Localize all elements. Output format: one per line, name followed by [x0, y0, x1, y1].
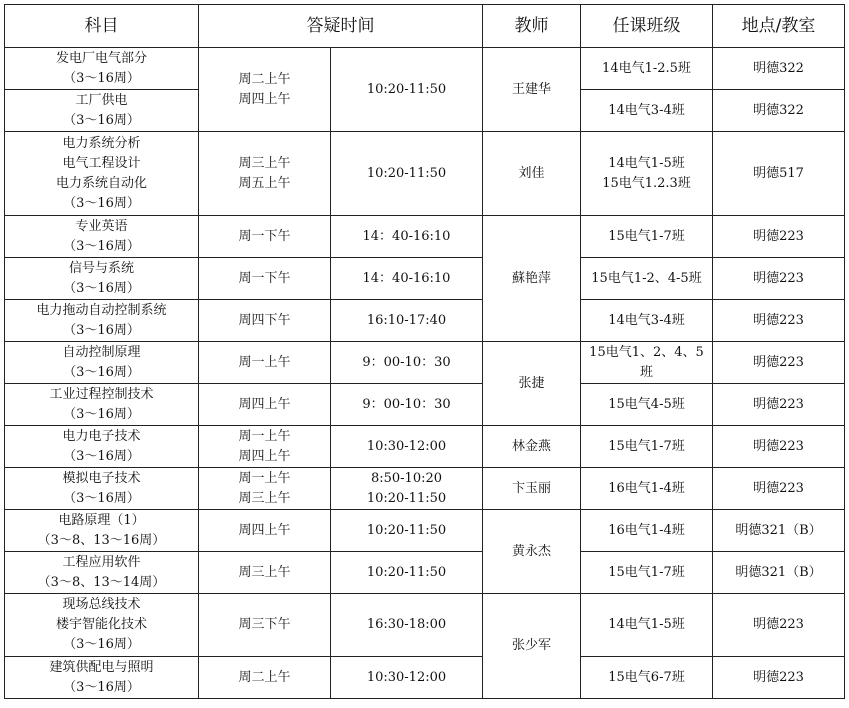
teacher-cell: 黄永杰: [483, 510, 581, 594]
time-cell: 10:20-11:50: [331, 552, 483, 594]
subject-cell: 工业过程控制技术 （3～16周）: [5, 384, 199, 426]
class-cell: 14电气1-2.5班: [581, 48, 713, 90]
subject-cell: 工程应用软件 （3～8、13～14周）: [5, 552, 199, 594]
teacher-cell: 林金燕: [483, 426, 581, 468]
table-row: [5, 300, 845, 342]
room-cell: 明德223: [713, 468, 845, 510]
room-cell: 明德223: [713, 426, 845, 468]
table-row: [5, 468, 845, 510]
subject-cell: 专业英语 （3～16周）: [5, 216, 199, 258]
header-row: [5, 5, 845, 48]
table-row: [5, 384, 845, 426]
day-cell: 周一上午 周四上午: [199, 426, 331, 468]
day-cell: 周一下午: [199, 258, 331, 300]
room-cell: 明德223: [713, 657, 845, 699]
day-cell: 周四上午: [199, 510, 331, 552]
time-cell: 8:50-10:20 10:20-11:50: [331, 468, 483, 510]
day-cell: 周一上午: [199, 342, 331, 384]
class-cell: 15电气1、2、4、5班: [581, 342, 713, 384]
class-cell: 15电气4-5班: [581, 384, 713, 426]
room-cell: 明德321（B）: [713, 552, 845, 594]
office-hours-table: [4, 4, 845, 699]
time-cell: 9：00-10：30: [331, 342, 483, 384]
room-cell: 明德223: [713, 216, 845, 258]
room-cell: 明德223: [713, 258, 845, 300]
time-cell: 9：00-10：30: [331, 384, 483, 426]
header-teacher: 教师: [483, 5, 581, 48]
time-cell: 16:10-17:40: [331, 300, 483, 342]
table-row: [5, 552, 845, 594]
header-class: 任课班级: [581, 5, 713, 48]
class-cell: 15电气1-7班: [581, 216, 713, 258]
teacher-cell: 张少军: [483, 594, 581, 699]
teacher-cell: 卞玉丽: [483, 468, 581, 510]
table-row: [5, 594, 845, 657]
header-subject: 科目: [5, 5, 199, 48]
class-cell: 15电气1-7班: [581, 552, 713, 594]
time-cell: 14：40-16:10: [331, 216, 483, 258]
room-cell: 明德322: [713, 90, 845, 132]
class-cell: 14电气3-4班: [581, 300, 713, 342]
teacher-cell: 王建华: [483, 48, 581, 132]
day-cell: 周三上午: [199, 552, 331, 594]
subject-cell: 自动控制原理 （3～16周）: [5, 342, 199, 384]
time-cell: 10:20-11:50: [331, 48, 483, 132]
class-cell: 15电气6-7班: [581, 657, 713, 699]
subject-cell: 工厂供电 （3～16周）: [5, 90, 199, 132]
time-cell: 14：40-16:10: [331, 258, 483, 300]
class-cell: 14电气3-4班: [581, 90, 713, 132]
day-cell: 周四下午: [199, 300, 331, 342]
room-cell: 明德223: [713, 342, 845, 384]
subject-cell: 电力拖动自动控制系统 （3～16周）: [5, 300, 199, 342]
class-cell: 16电气1-4班: [581, 468, 713, 510]
day-cell: 周二上午 周四上午: [199, 48, 331, 132]
day-cell: 周一下午: [199, 216, 331, 258]
subject-cell: 模拟电子技术 （3～16周）: [5, 468, 199, 510]
class-cell: 15电气1-2、4-5班: [581, 258, 713, 300]
time-cell: 10:20-11:50: [331, 510, 483, 552]
teacher-cell: 刘佳: [483, 132, 581, 216]
room-cell: 明德322: [713, 48, 845, 90]
table-row: [5, 426, 845, 468]
teacher-cell: 蘇艳萍: [483, 216, 581, 342]
subject-cell: 电路原理（1） （3～8、13～16周）: [5, 510, 199, 552]
subject-cell: 电力电子技术 （3～16周）: [5, 426, 199, 468]
room-cell: 明德321（B）: [713, 510, 845, 552]
table-row: [5, 510, 845, 552]
subject-cell: 电力系统分析 电气工程设计 电力系统自动化 （3～16周）: [5, 132, 199, 216]
class-cell: 15电气1-7班: [581, 426, 713, 468]
subject-cell: 信号与系统 （3～16周）: [5, 258, 199, 300]
day-cell: 周二上午: [199, 657, 331, 699]
table-row: [5, 48, 845, 90]
time-cell: 10:20-11:50: [331, 132, 483, 216]
class-cell: 14电气1-5班 15电气1.2.3班: [581, 132, 713, 216]
time-cell: 10:30-12:00: [331, 657, 483, 699]
room-cell: 明德223: [713, 594, 845, 657]
teacher-cell: 张捷: [483, 342, 581, 426]
subject-cell: 现场总线技术 楼宇智能化技术 （3～16周）: [5, 594, 199, 657]
room-cell: 明德223: [713, 300, 845, 342]
room-cell: 明德517: [713, 132, 845, 216]
table-row: [5, 132, 845, 216]
class-cell: 14电气1-5班: [581, 594, 713, 657]
time-cell: 10:30-12:00: [331, 426, 483, 468]
time-cell: 16:30-18:00: [331, 594, 483, 657]
table-row: [5, 342, 845, 384]
day-cell: 周四上午: [199, 384, 331, 426]
header-time: 答疑时间: [199, 5, 483, 48]
table-row: [5, 258, 845, 300]
subject-cell: 建筑供配电与照明 （3～16周）: [5, 657, 199, 699]
room-cell: 明德223: [713, 384, 845, 426]
table-row: [5, 216, 845, 258]
class-cell: 16电气1-4班: [581, 510, 713, 552]
table-row: [5, 657, 845, 699]
header-room: 地点/教室: [713, 5, 845, 48]
day-cell: 周三上午 周五上午: [199, 132, 331, 216]
subject-cell: 发电厂电气部分 （3～16周）: [5, 48, 199, 90]
day-cell: 周三下午: [199, 594, 331, 657]
day-cell: 周一上午 周三上午: [199, 468, 331, 510]
